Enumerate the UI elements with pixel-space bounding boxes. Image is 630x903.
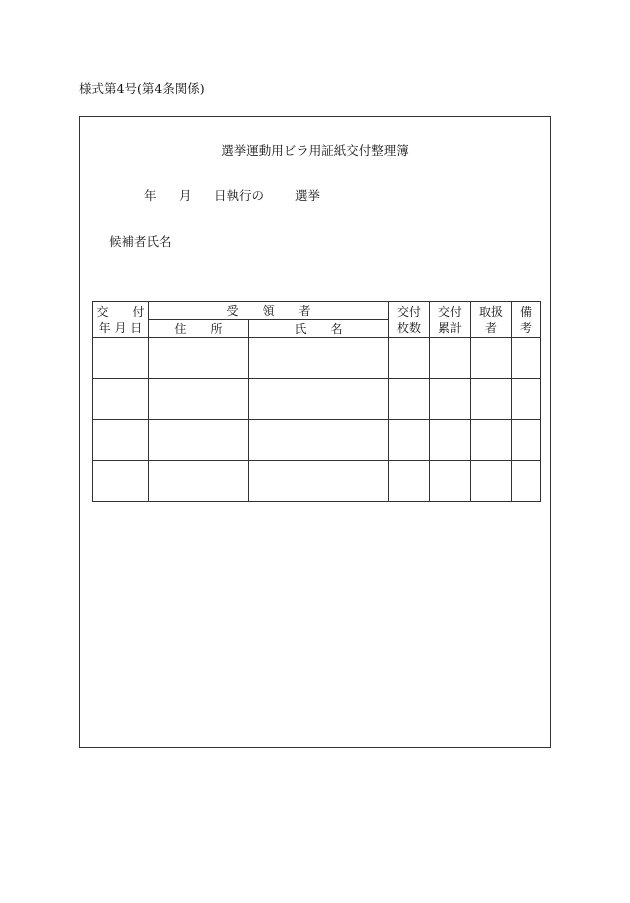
day-execution-label: 日執行の <box>214 188 265 203</box>
month-label: 月 <box>179 188 192 203</box>
cell-address[interactable] <box>149 338 249 379</box>
header-issue-date-bottom: 年 月 日 <box>98 320 143 335</box>
cell-count[interactable] <box>389 420 430 461</box>
cell-cumulative[interactable] <box>430 420 471 461</box>
header-issued-count-top: 交付 <box>397 304 422 319</box>
cell-remarks[interactable] <box>512 420 541 461</box>
header-address: 住 所 <box>149 320 249 338</box>
header-issue-date <box>93 302 149 338</box>
cell-date[interactable] <box>93 420 149 461</box>
cell-name[interactable] <box>249 338 389 379</box>
cell-date[interactable] <box>93 461 149 502</box>
cell-date[interactable] <box>93 338 149 379</box>
header-recipient: 受 領 者 <box>149 302 389 320</box>
election-label: 選挙 <box>295 188 321 203</box>
header-remarks <box>512 302 541 338</box>
cell-handler[interactable] <box>471 420 512 461</box>
cell-address[interactable] <box>149 379 249 420</box>
header-cumulative-bottom: 累計 <box>438 320 463 335</box>
cell-name[interactable] <box>249 420 389 461</box>
table-row <box>93 338 541 379</box>
cell-handler[interactable] <box>471 379 512 420</box>
cell-cumulative[interactable] <box>430 461 471 502</box>
cell-count[interactable] <box>389 338 430 379</box>
table-row <box>93 379 541 420</box>
cell-address[interactable] <box>149 420 249 461</box>
cell-remarks[interactable] <box>512 379 541 420</box>
header-cumulative <box>430 302 471 338</box>
candidate-name-label: 候補者氏名 <box>109 234 172 249</box>
form-frame <box>79 116 551 748</box>
cell-remarks[interactable] <box>512 338 541 379</box>
form-number: 様式第4号(第4条関係) <box>79 81 205 96</box>
cell-count[interactable] <box>389 379 430 420</box>
election-date-line <box>80 186 550 206</box>
cell-address[interactable] <box>149 461 249 502</box>
header-issued-count <box>389 302 430 338</box>
header-handler-top: 取扱 <box>479 304 504 319</box>
cell-remarks[interactable] <box>512 461 541 502</box>
cell-handler[interactable] <box>471 338 512 379</box>
year-label: 年 <box>144 188 157 203</box>
issuance-ledger-table <box>92 301 541 502</box>
header-cumulative-top: 交付 <box>438 304 463 319</box>
cell-cumulative[interactable] <box>430 379 471 420</box>
header-name: 氏 名 <box>249 320 389 338</box>
header-handler <box>471 302 512 338</box>
header-handler-bottom: 者 <box>485 320 498 335</box>
cell-name[interactable] <box>249 461 389 502</box>
cell-cumulative[interactable] <box>430 338 471 379</box>
table-row <box>93 461 541 502</box>
form-title: 選挙運動用ビラ用証紙交付整理簿 <box>221 143 409 158</box>
cell-handler[interactable] <box>471 461 512 502</box>
table-row <box>93 420 541 461</box>
cell-date[interactable] <box>93 379 149 420</box>
header-issue-date-top: 交 付 <box>96 304 145 319</box>
header-issued-count-bottom: 枚数 <box>397 320 422 335</box>
cell-name[interactable] <box>249 379 389 420</box>
header-remarks-top: 備 <box>520 304 533 319</box>
cell-count[interactable] <box>389 461 430 502</box>
header-remarks-bottom: 考 <box>520 320 533 335</box>
